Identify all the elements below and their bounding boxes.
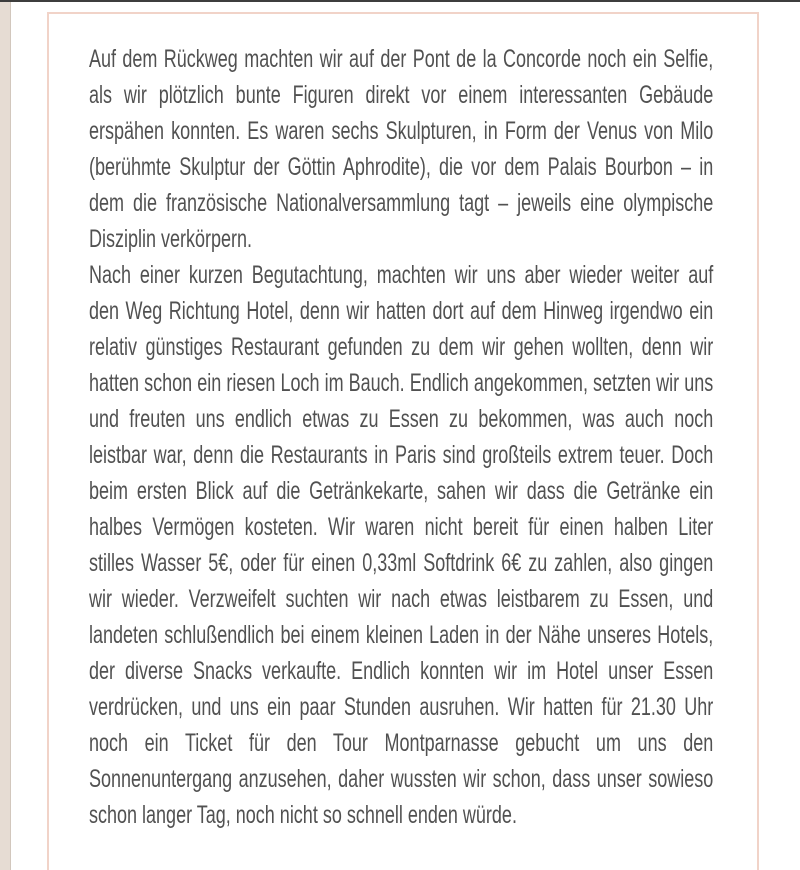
text-line: landeten schlußendlich bei einem kleinen Laden in der Nähe unseres Hotels, bbox=[89, 621, 714, 649]
text-line: (berühmte Skulptur der Göttin Aphrodite), die vor dem Palais Bourbon – in bbox=[89, 153, 714, 181]
text-line: Nach einer kurzen Begutachtung, machten wir uns aber wieder weiter auf bbox=[89, 261, 714, 289]
text-line: der diverse Snacks verkaufte. Endlich konnten wir im Hotel unser Essen bbox=[89, 657, 714, 685]
text-line: Auf dem Rückweg machten wir auf der Pont de la Concorde noch ein Selfie, bbox=[89, 45, 714, 73]
text-line: leistbar war, denn die Restaurants in Paris sind großteils extrem teuer. Doch bbox=[89, 441, 714, 469]
text-line: dem die französische Nationalversammlung tagt – jeweils eine olympische bbox=[89, 189, 714, 217]
text-line: schon langer Tag, noch nicht so schnell enden würde. bbox=[89, 801, 517, 829]
text-line: halbes Vermögen kosteten. Wir waren nicht bereit für einen halben Liter bbox=[89, 513, 714, 541]
text-line: stilles Wasser 5€, oder für einen 0,33ml Softdrink 6€ zu zahlen, also gingen bbox=[89, 549, 714, 577]
text-line: als wir plötzlich bunte Figuren direkt vor einem interessanten Gebäude bbox=[89, 81, 714, 109]
page-frame bbox=[47, 12, 759, 870]
text-line: Disziplin verkörpern. bbox=[89, 225, 253, 253]
text-line: Sonnenuntergang anzusehen, daher wussten wir schon, dass unser sowieso bbox=[89, 765, 714, 793]
text-line: verdrücken, und uns ein paar Stunden ausruhen. Wir hatten für 21.30 Uhr bbox=[89, 693, 714, 721]
text-line: und freuten uns endlich etwas zu Essen zu bekommen, was auch noch bbox=[89, 405, 714, 433]
text-line: erspähen konnten. Es waren sechs Skulpturen, in Form der Venus von Milo bbox=[89, 117, 714, 145]
text-line: hatten schon ein riesen Loch im Bauch. Endlich angekommen, setzten wir uns bbox=[89, 369, 714, 397]
body-text bbox=[89, 41, 713, 833]
text-line: den Weg Richtung Hotel, denn wir hatten dort auf dem Hinweg irgendwo ein bbox=[89, 297, 714, 325]
text-line: beim ersten Blick auf die Getränkekarte, sahen wir dass die Getränke ein bbox=[89, 477, 714, 505]
text-line: relativ günstiges Restaurant gefunden zu dem wir gehen wollten, denn wir bbox=[89, 333, 714, 361]
window-top-edge bbox=[0, 0, 800, 2]
text-line: wir wieder. Verzweifelt suchten wir nach etwas leistbarem zu Essen, und bbox=[89, 585, 714, 613]
text-line: noch ein Ticket für den Tour Montparnasse gebucht um uns den bbox=[89, 729, 714, 757]
page-edge-strip bbox=[0, 0, 11, 870]
